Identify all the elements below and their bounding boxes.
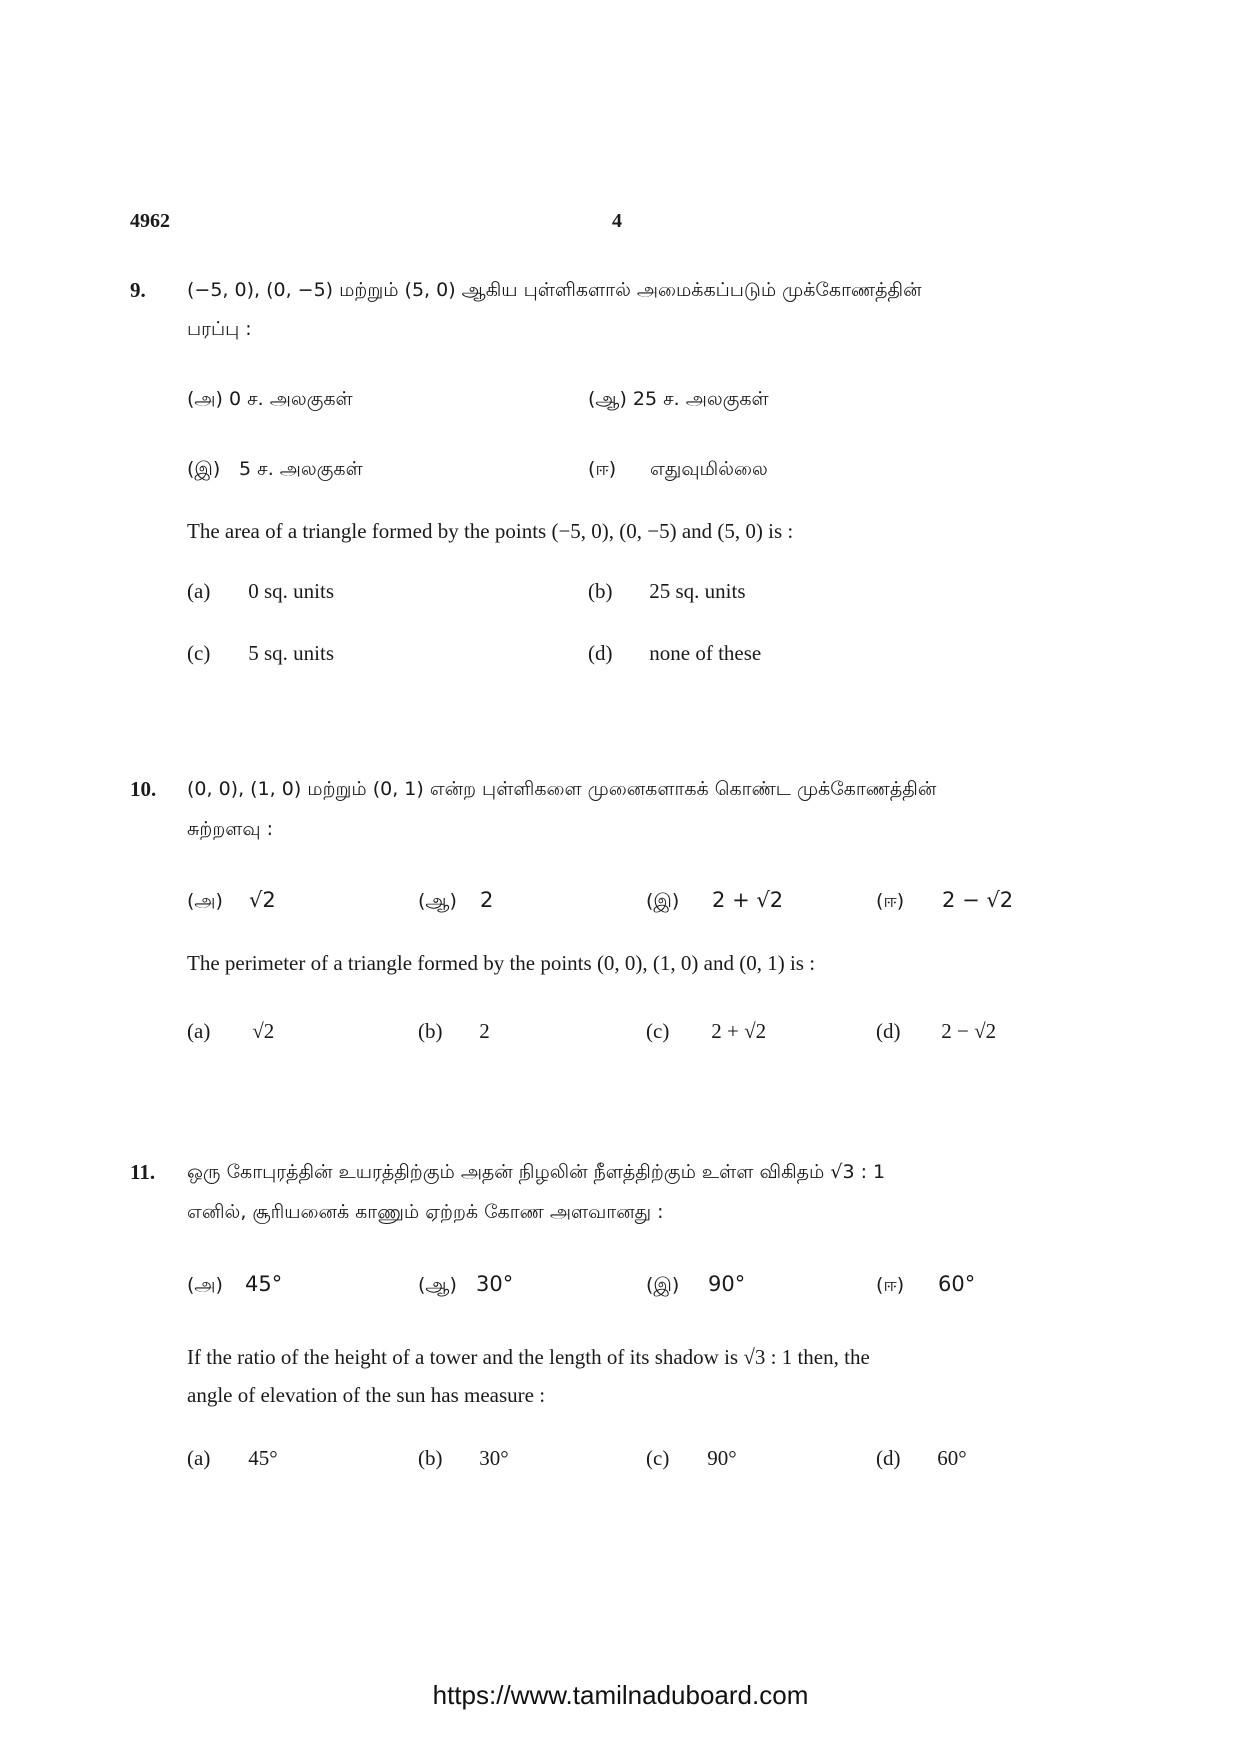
tamil-option-c (187, 458, 363, 483)
option-text: 90° (708, 1272, 746, 1296)
option-text: 0 ச. அலகுகள் (229, 388, 353, 410)
tamil-option-b (418, 888, 493, 915)
option-label: (b) (418, 1446, 443, 1470)
question-english-line2: angle of elevation of the sun has measure : (187, 1383, 546, 1407)
question-tamil-line1: ஒரு கோபுரத்தின் உயரத்திற்கும் அதன் நிழலின் நீளத்திற்கும் உள்ள விகிதம் √3 : 1 (187, 1161, 886, 1183)
option-label: (a) (187, 1019, 211, 1043)
question-tamil-line1: (0, 0), (1, 0) மற்றும் (0, 1) என்ற புள்ளிகளை முனைகளாகக் கொண்ட முக்கோணத்தின் (187, 778, 937, 800)
tamil-option-b (588, 388, 769, 413)
option-b (418, 1019, 490, 1044)
option-b (418, 1446, 509, 1471)
option-c (646, 1446, 737, 1471)
option-a (187, 1019, 274, 1044)
option-d (876, 1446, 967, 1471)
option-label: (இ) (646, 1274, 680, 1296)
option-text: √2 (252, 1019, 275, 1043)
option-a (187, 579, 334, 604)
option-label: (d) (876, 1019, 901, 1043)
tamil-option-a (187, 888, 276, 915)
option-text: 2 − √2 (941, 1019, 997, 1043)
tamil-option-b (418, 1272, 513, 1299)
option-label: (அ) (187, 890, 223, 912)
option-label: (இ) (646, 890, 680, 912)
option-label: (ஆ) (418, 890, 457, 912)
question-number: 10. (130, 777, 157, 801)
option-a (187, 1446, 278, 1471)
option-label: (அ) (187, 1274, 223, 1296)
tamil-option-a (187, 1272, 282, 1299)
option-label: (a) (187, 1446, 211, 1470)
option-label: (b) (418, 1019, 443, 1043)
option-text: 30° (476, 1272, 514, 1296)
option-label: (d) (588, 641, 613, 665)
option-text: 2 (479, 1019, 490, 1043)
option-d (588, 641, 761, 666)
option-text: 0 sq. units (248, 579, 335, 603)
option-c (187, 641, 334, 666)
option-text: எதுவுமில்லை (650, 458, 768, 480)
question-number: 11. (130, 1160, 156, 1184)
option-text: 60° (937, 1446, 967, 1470)
paper-code: 4962 (130, 210, 170, 232)
option-text: 60° (938, 1272, 976, 1296)
question-number: 9. (130, 278, 146, 302)
question-tamil-line1: (−5, 0), (0, −5) மற்றும் (5, 0) ஆகிய புள்ளிகளால் அமைக்கப்படும் முக்கோணத்தின் (187, 279, 922, 301)
option-label: (a) (187, 579, 211, 603)
tamil-option-d (876, 888, 1013, 915)
page-number: 4 (612, 210, 622, 232)
question-tamil-line2: சுற்றளவு : (187, 818, 274, 840)
option-label: (ஈ) (588, 458, 617, 480)
option-label: (ஆ) (418, 1274, 457, 1296)
option-label: (c) (187, 641, 211, 665)
option-text: none of these (649, 641, 762, 665)
option-text: 25 ச. அலகுகள் (632, 388, 769, 410)
question-english: The perimeter of a triangle formed by the points (0, 0), (1, 0) and (0, 1) is : (187, 951, 816, 975)
question-english-line1: If the ratio of the height of a tower and the length of its shadow is √3 : 1 then, the (187, 1345, 870, 1369)
option-b (588, 579, 746, 604)
question-tamil-line2: எனில், சூரியனைக் காணும் ஏற்றக் கோண அளவானது : (187, 1201, 664, 1223)
tamil-option-d (876, 1272, 975, 1299)
option-label: (c) (646, 1019, 670, 1043)
option-label: (அ) (187, 388, 223, 410)
option-label: (ஈ) (876, 890, 905, 912)
option-label: (b) (588, 579, 613, 603)
tamil-option-c (646, 1272, 745, 1299)
question-tamil-line2: பரப்பு : (187, 318, 252, 340)
option-label: (d) (876, 1446, 901, 1470)
option-label: (c) (646, 1446, 670, 1470)
option-text: 2 + √2 (712, 888, 784, 912)
option-label: (ஆ) (588, 388, 627, 410)
option-text: 25 sq. units (649, 579, 746, 603)
option-text: 2 − √2 (942, 888, 1014, 912)
option-text: √2 (249, 888, 276, 912)
option-text: 45° (248, 1446, 278, 1470)
footer-url[interactable]: https://www.tamilnaduboard.com (432, 1680, 809, 1710)
question-english: The area of a triangle formed by the points (−5, 0), (0, −5) and (5, 0) is : (187, 519, 794, 543)
option-text: 5 ச. அலகுகள் (239, 458, 363, 480)
option-d (876, 1019, 996, 1044)
option-c (646, 1019, 766, 1044)
option-label: (இ) (187, 458, 221, 480)
option-label: (ஈ) (876, 1274, 905, 1296)
tamil-option-c (646, 888, 783, 915)
tamil-option-a (187, 388, 353, 413)
tamil-option-d (588, 458, 768, 483)
option-text: 2 (480, 888, 494, 912)
option-text: 30° (479, 1446, 509, 1470)
option-text: 45° (245, 1272, 283, 1296)
option-text: 90° (707, 1446, 737, 1470)
option-text: 5 sq. units (248, 641, 335, 665)
option-text: 2 + √2 (711, 1019, 767, 1043)
